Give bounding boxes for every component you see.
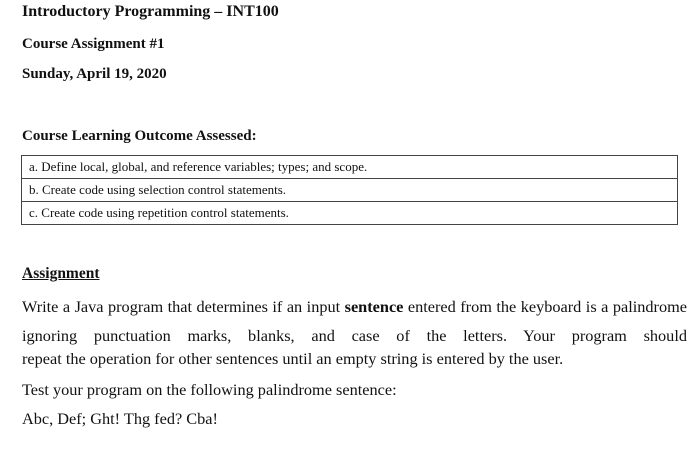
course-title: Introductory Programming – INT100 — [22, 3, 279, 20]
outcome-c: c. Create code using repetition control statements. — [22, 202, 678, 225]
assignment-text-part: entered from the keyboard is a — [403, 297, 609, 316]
outcome-a: a. Define local, global, and reference variables; types; and scope. — [22, 156, 678, 179]
outcome-b: b. Create code using selection control statements. — [22, 179, 678, 202]
table-row — [22, 202, 678, 225]
assignment-heading: Assignment — [22, 265, 100, 282]
assignment-number: Course Assignment #1 — [22, 36, 165, 52]
assignment-paragraph — [22, 292, 687, 350]
assignment-date: Sunday, April 19, 2020 — [22, 66, 167, 82]
assignment-test-line: Test your program on the following palindrome sentence: — [22, 380, 397, 399]
outcomes-table — [21, 155, 678, 225]
assignment-text-part: Write a Java program that determines if an input — [22, 297, 345, 316]
table-row — [22, 179, 678, 202]
palindrome-sample: Abc, Def; Ght! Thg fed? Cba! — [22, 409, 218, 428]
assignment-repeat-line: repeat the operation for other sentences until an empty string is entered by the user. — [22, 349, 564, 368]
assignment-keyword: sentence — [344, 297, 404, 316]
outcomes-heading: Course Learning Outcome Assessed: — [22, 128, 257, 144]
assignment-text-part: palindrome ignoring punctuation marks, blanks, and case of the letters. Your program should — [22, 297, 688, 345]
table-row — [22, 156, 678, 179]
